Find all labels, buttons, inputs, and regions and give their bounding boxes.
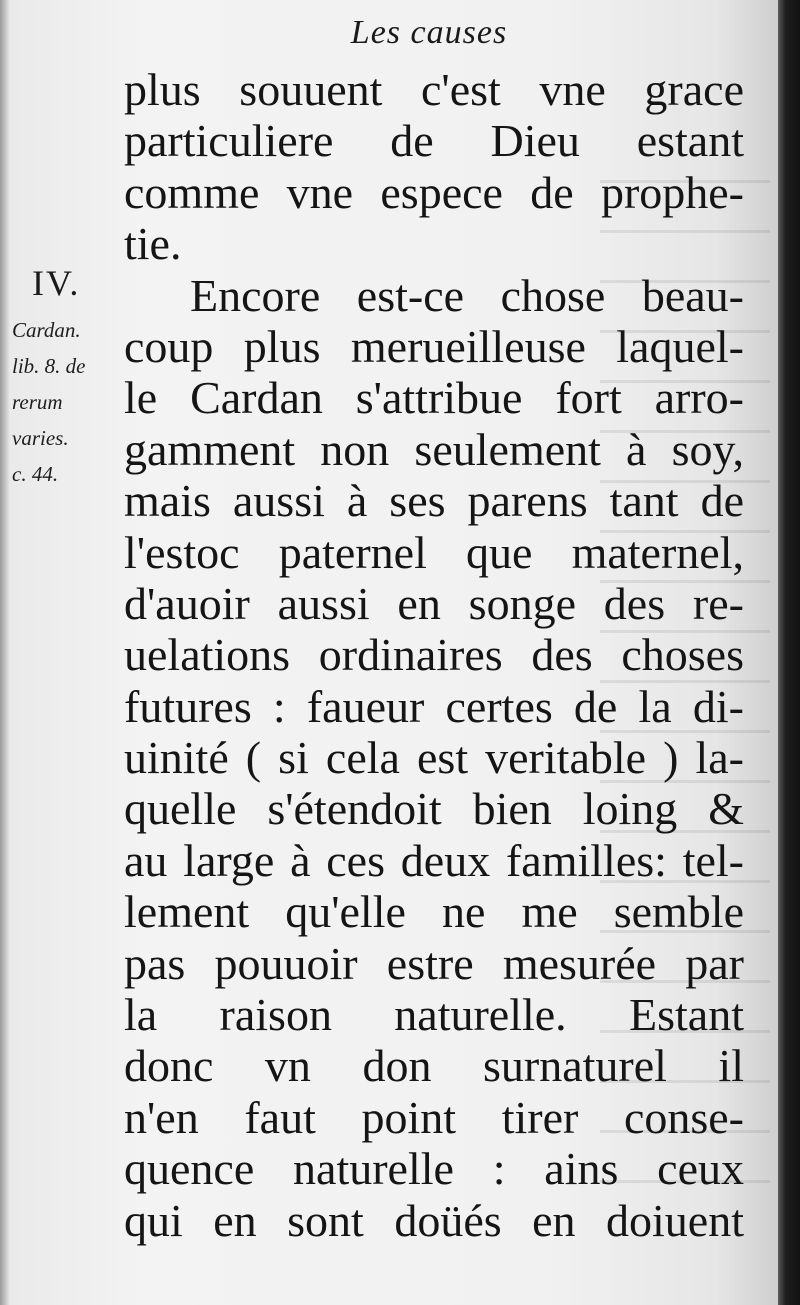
margin-note-line: Cardan. (12, 318, 81, 342)
body-text (124, 64, 744, 1246)
text-line: comme vne espece de prophe- (124, 166, 744, 218)
text-line: Encore est-ce chose beau- (190, 269, 744, 321)
text-line: quence naturelle : ains ceux (124, 1143, 744, 1195)
text-line: mais aussi à ses parens tant de (124, 475, 744, 527)
text-line: l'estoc paternel que maternel, (124, 526, 744, 578)
text-line: gamment non seulement à soy, (124, 423, 744, 475)
text-line: d'auoir aussi en songe des re- (124, 577, 744, 629)
margin-note-line: c. 44. (12, 462, 59, 486)
margin-note-line: rerum (12, 390, 63, 414)
margin-note (12, 312, 124, 492)
margin-note-line: varies. (12, 426, 69, 450)
text-line: particuliere de Dieu estant (124, 115, 744, 167)
running-head: Les causes (350, 14, 508, 51)
gutter-shadow (0, 0, 10, 1305)
text-line: tie. (124, 218, 182, 270)
text-line: la raison naturelle. Estant (124, 989, 744, 1041)
text-line: quelle s'étendoit bien loing & (124, 783, 744, 835)
text-line: qui en sont doüés en doiuent (124, 1194, 744, 1246)
text-line: uelations ordinaires des choses (124, 629, 744, 681)
section-number: IV. (32, 263, 81, 303)
text-line: futures : faueur certes de la di- (124, 680, 744, 732)
page-edge (778, 0, 800, 1305)
text-line: n'en faut point tirer conse- (124, 1091, 744, 1143)
text-line: coup plus merueilleuse laquel- (124, 320, 744, 372)
text-line: le Cardan s'attribue fort arro- (124, 372, 744, 424)
text-line: au large à ces deux familles: tel- (124, 834, 744, 886)
text-line: pas pouuoir estre mesurée par (124, 937, 744, 989)
text-line: uinité ( si cela est veritable ) la- (124, 732, 744, 784)
text-line: plus souuent c'est vne grace (124, 64, 744, 115)
text-line: donc vn don surnaturel il (124, 1040, 744, 1092)
text-line: lement qu'elle ne me semble (124, 886, 744, 938)
margin-note-line: lib. 8. de (12, 354, 86, 378)
